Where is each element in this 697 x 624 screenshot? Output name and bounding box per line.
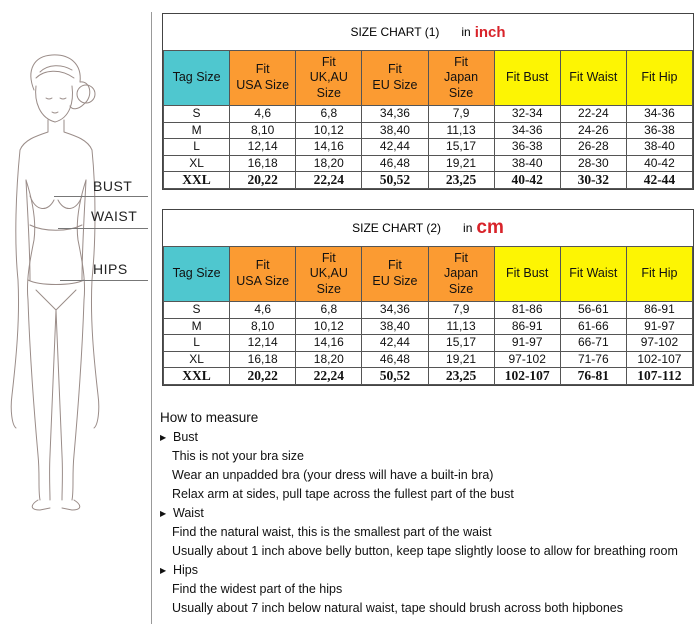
- panel-divider: [151, 12, 152, 624]
- column-header: Fit UK,AU Size: [296, 51, 362, 106]
- table-cell: 8,10: [230, 318, 296, 335]
- table-cell: 34,36: [362, 106, 428, 123]
- table-cell: 11,13: [428, 122, 494, 139]
- instruction-line: Wear an unpadded bra (your dress will have a built-in bra): [172, 468, 494, 482]
- table-cell: 34-36: [626, 106, 692, 123]
- instructions-title: How to measure: [160, 410, 259, 425]
- column-header: Fit USA Size: [230, 51, 296, 106]
- table-cell: 40-42: [626, 155, 692, 172]
- table-row: [164, 351, 693, 368]
- table-cell: L: [164, 139, 230, 156]
- table-cell: 34-36: [494, 122, 560, 139]
- table-cell: 4,6: [230, 106, 296, 123]
- instruction-line: Usually about 1 inch above belly button, keep tape slightly loose to allow for breathing room: [172, 544, 678, 558]
- bullet-arrow-icon: ▶: [160, 509, 167, 518]
- instruction-line: This is not your bra size: [172, 449, 304, 463]
- table-cell: 12,14: [230, 139, 296, 156]
- table-cell: 50,52: [362, 172, 428, 189]
- table-row: [164, 106, 693, 123]
- table-cell: 40-42: [494, 172, 560, 189]
- table-cell: 12,14: [230, 335, 296, 352]
- measure-instructions: [160, 408, 695, 618]
- bullet-arrow-icon: ▶: [160, 433, 167, 442]
- table-cell: 7,9: [428, 106, 494, 123]
- table-cell: 16,18: [230, 155, 296, 172]
- table-cell: 15,17: [428, 335, 494, 352]
- table-cell: 50,52: [362, 368, 428, 385]
- table-cell: 19,21: [428, 155, 494, 172]
- bust-measure-line: [54, 196, 148, 197]
- table-cell: XL: [164, 155, 230, 172]
- table-cell: 14,16: [296, 139, 362, 156]
- table-cell: 7,9: [428, 302, 494, 319]
- table-cell: 91-97: [626, 318, 692, 335]
- waist-label: WAIST: [91, 208, 138, 224]
- table-cell: 22-24: [560, 106, 626, 123]
- table-cell: 36-38: [626, 122, 692, 139]
- table-cell: 4,6: [230, 302, 296, 319]
- table-cell: 97-102: [626, 335, 692, 352]
- instruction-line: Find the widest part of the hips: [172, 582, 343, 596]
- hips-label: HIPS: [93, 261, 128, 277]
- table-cell: 91-97: [494, 335, 560, 352]
- instruction-heading: [160, 504, 695, 523]
- column-header: Fit EU Size: [362, 51, 428, 106]
- instruction-heading: [160, 428, 695, 447]
- chart-unit: cm: [476, 217, 504, 238]
- column-header: Tag Size: [164, 247, 230, 302]
- chart-title-text: SIZE CHART (2): [352, 221, 442, 235]
- table-cell: 11,13: [428, 318, 494, 335]
- table-cell: 97-102: [494, 351, 560, 368]
- bullet-arrow-icon: ▶: [160, 566, 167, 575]
- table-cell: 46,48: [362, 351, 428, 368]
- header-row: [164, 247, 693, 302]
- table-cell: 38,40: [362, 318, 428, 335]
- chart-unit-prefix: in: [463, 221, 473, 235]
- column-header: Fit USA Size: [230, 247, 296, 302]
- table-cell: 42,44: [362, 335, 428, 352]
- header-row: [164, 51, 693, 106]
- size-table: [163, 246, 693, 385]
- table-cell: XXL: [164, 172, 230, 189]
- table-cell: 61-66: [560, 318, 626, 335]
- table-cell: 36-38: [494, 139, 560, 156]
- instruction-line: Relax arm at sides, pull tape across the fullest part of the bust: [172, 487, 514, 501]
- table-cell: XXL: [164, 368, 230, 385]
- table-cell: XL: [164, 351, 230, 368]
- table-cell: 46,48: [362, 155, 428, 172]
- table-cell: 10,12: [296, 122, 362, 139]
- column-header: Tag Size: [164, 51, 230, 106]
- table-cell: 6,8: [296, 302, 362, 319]
- table-cell: 42,44: [362, 139, 428, 156]
- table-row: [164, 335, 693, 352]
- table-cell: 16,18: [230, 351, 296, 368]
- table-cell: 8,10: [230, 122, 296, 139]
- column-header: Fit Japan Size: [428, 51, 494, 106]
- table-cell: 24-26: [560, 122, 626, 139]
- instruction-sections: [160, 428, 695, 618]
- instruction-heading: [160, 561, 695, 580]
- table-cell: 38-40: [626, 139, 692, 156]
- instruction-heading-text: Hips: [173, 563, 199, 577]
- table-cell: M: [164, 122, 230, 139]
- table-cell: 66-71: [560, 335, 626, 352]
- table-cell: 10,12: [296, 318, 362, 335]
- table-cell: 22,24: [296, 172, 362, 189]
- table-row: [164, 155, 693, 172]
- table-cell: 14,16: [296, 335, 362, 352]
- table-row: [164, 172, 693, 189]
- table-cell: 28-30: [560, 155, 626, 172]
- table-cell: 86-91: [494, 318, 560, 335]
- instruction-line: Find the natural waist, this is the smallest part of the waist: [172, 525, 492, 539]
- body-figure-illustration: [0, 0, 152, 624]
- chart-title: [163, 210, 693, 246]
- table-cell: 76-81: [560, 368, 626, 385]
- table-cell: 18,20: [296, 351, 362, 368]
- instruction-line: Usually about 7 inch below natural waist, tape should brush across both hipbones: [172, 601, 623, 615]
- column-header: Fit Hip: [626, 51, 692, 106]
- table-cell: 32-34: [494, 106, 560, 123]
- table-row: [164, 368, 693, 385]
- table-cell: 56-61: [560, 302, 626, 319]
- hips-measure-line: [60, 280, 148, 281]
- chart-title: [163, 14, 693, 50]
- table-cell: 71-76: [560, 351, 626, 368]
- table-cell: 18,20: [296, 155, 362, 172]
- table-cell: 42-44: [626, 172, 692, 189]
- column-header: Fit Japan Size: [428, 247, 494, 302]
- column-header: Fit Waist: [560, 51, 626, 106]
- size-table: [163, 50, 693, 189]
- table-cell: 20,22: [230, 172, 296, 189]
- table-cell: 38-40: [494, 155, 560, 172]
- table-row: [164, 302, 693, 319]
- column-header: Fit EU Size: [362, 247, 428, 302]
- table-cell: 81-86: [494, 302, 560, 319]
- table-cell: 38,40: [362, 122, 428, 139]
- table-cell: M: [164, 318, 230, 335]
- size-chart-inch: [162, 13, 694, 190]
- waist-measure-line: [58, 228, 148, 229]
- column-header: Fit Hip: [626, 247, 692, 302]
- instruction-heading-text: Bust: [173, 430, 199, 444]
- table-cell: 102-107: [494, 368, 560, 385]
- table-cell: 23,25: [428, 172, 494, 189]
- column-header: Fit UK,AU Size: [296, 247, 362, 302]
- table-cell: 20,22: [230, 368, 296, 385]
- column-header: Fit Bust: [494, 247, 560, 302]
- column-header: Fit Bust: [494, 51, 560, 106]
- table-cell: 107-112: [626, 368, 692, 385]
- table-cell: 15,17: [428, 139, 494, 156]
- chart-unit-prefix: in: [461, 25, 471, 39]
- size-chart-cm: [162, 209, 694, 386]
- table-cell: S: [164, 106, 230, 123]
- table-row: [164, 318, 693, 335]
- table-cell: 30-32: [560, 172, 626, 189]
- table-row: [164, 122, 693, 139]
- instruction-heading-text: Waist: [173, 506, 204, 520]
- table-cell: L: [164, 335, 230, 352]
- table-cell: S: [164, 302, 230, 319]
- column-header: Fit Waist: [560, 247, 626, 302]
- body-figure-panel: [0, 0, 152, 624]
- table-cell: 86-91: [626, 302, 692, 319]
- table-cell: 34,36: [362, 302, 428, 319]
- table-row: [164, 139, 693, 156]
- table-cell: 19,21: [428, 351, 494, 368]
- chart-unit: inch: [474, 23, 506, 41]
- table-cell: 102-107: [626, 351, 692, 368]
- table-cell: 6,8: [296, 106, 362, 123]
- chart-title-text: SIZE CHART (1): [350, 25, 440, 39]
- table-cell: 26-28: [560, 139, 626, 156]
- table-cell: 22,24: [296, 368, 362, 385]
- bust-label: BUST: [93, 178, 133, 194]
- table-cell: 23,25: [428, 368, 494, 385]
